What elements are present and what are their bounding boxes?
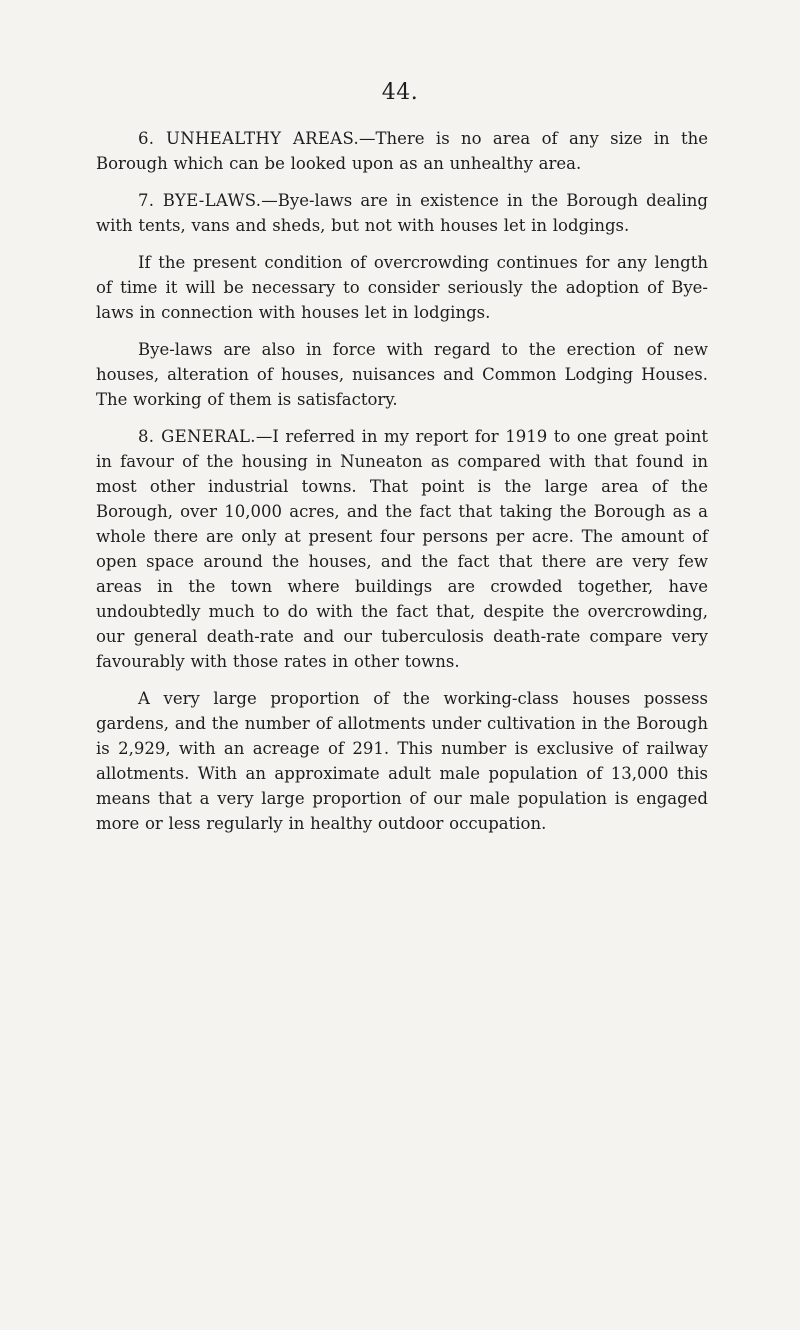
section-text: —Bye-laws are in existence in the Borough dealing with tents, vans and sheds, but not with houses let in lodgings. xyxy=(96,191,708,235)
section-unhealthy-areas xyxy=(96,126,708,176)
paragraph: A very large proportion of the working-class houses possess gardens, and the number of allotments under cultivation in the Borough is 2,929, with an acreage of 291. This number is exclusive of railway allotments. With an approximate adult male population of 13,000 this means that a very large proportion of our male population is engaged more or less regularly in healthy outdoor occupation. xyxy=(96,689,708,833)
section-heading: 8. GENERAL. xyxy=(138,427,256,446)
section-heading: 6. UNHEALTHY AREAS. xyxy=(138,129,360,148)
paragraph: Bye-laws are also in force with regard to the erection of new houses, alteration of houses, nuisances and Common Lodging Houses. The working of them is satisfactory. xyxy=(96,340,708,409)
section-text: —There is no area of any size in the Borough which can be looked upon as an unhealthy area. xyxy=(96,129,708,173)
document-body xyxy=(96,126,708,848)
section-general xyxy=(96,424,708,674)
paragraph: If the present condition of overcrowding continues for any length of time it will be necessary to consider seriously the adoption of Bye-laws in connection with houses let in lodgings. xyxy=(96,253,708,322)
section-heading: 7. BYE-LAWS. xyxy=(138,191,262,210)
section-bye-laws xyxy=(96,188,708,238)
section-text: —I referred in my report for 1919 to one great point in favour of the housing in Nuneaton as compared with that found in most other industrial towns. That point is the large area of the Borough, over 10,000 acres, and the fact that taking the Borough as a whole there are only at present four persons per acre. The amount of open space around the houses, and the fact that there are very few areas in the town where buildings are crowded together, have undoubtedly much to do with the fact that, despite the overcrowding, our general death-rate and our tuberculosis death-rate compare very favourably with those rates in other towns. xyxy=(96,427,708,671)
page-number: 44. xyxy=(381,80,419,105)
